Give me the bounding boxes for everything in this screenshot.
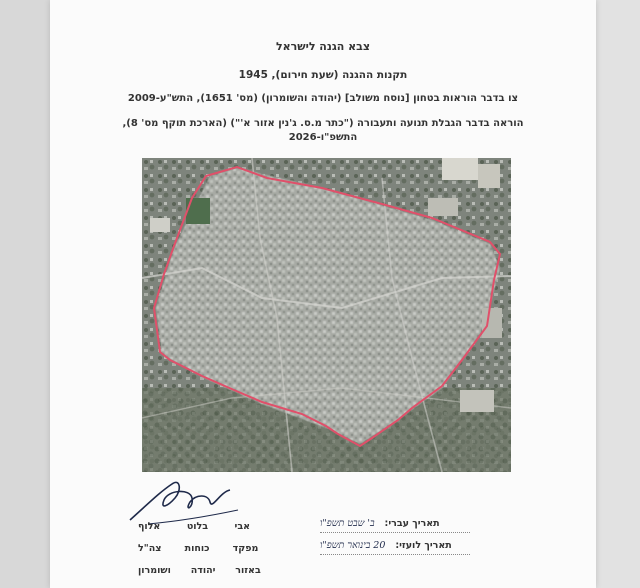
header-directive [50,117,596,145]
left-background [0,0,50,588]
hebrew-date-row [320,518,440,529]
signer-last-name: בלוט [186,521,209,532]
header-org: צבא הגנה לישראל [275,40,371,53]
hebrew-date-underline [320,532,470,533]
aerial-map-image [142,158,511,472]
foreign-date-row [320,540,452,551]
signer-region-row [138,565,261,576]
signer-name-row [138,521,250,532]
right-background [596,0,640,588]
signer-region-prefix: באזור [235,565,261,576]
signature-block [50,470,596,588]
header-directive-line1: הוראה בדבר הגבלת תנועה ותעבורה ("כתר מ.ס. ג'נין אזור א'") (הארכת תוקף מס' 8), [122,118,524,129]
hebrew-date-value: ב' שבט תשפ"ו [320,518,375,529]
signer-title-row [138,543,258,554]
document-page [50,0,596,588]
foreign-date-label: תאריך לועזי: [395,540,452,551]
foreign-date-underline [320,554,470,555]
signer-first-name: אבי [234,521,251,532]
signer-region: יהודה [190,565,216,576]
header-directive-line2: התשפ"ו-2026 [288,132,358,143]
aerial-map [142,158,511,472]
signer-region2: ושומרון [138,565,171,576]
header-regulations: תקנות ההגנה (שעת חירום), 1945 [238,69,408,81]
signer-unit: כוחות [184,543,210,554]
header-order: צו בדבר הוראות בטחון [נוסח משולב] (יהודה והשומרון) (מס' 1651), התש"ע-2009 [127,93,519,104]
signer-role: מפקד [232,543,259,554]
signer-rank: אלוף [138,521,161,532]
foreign-date-value: 20 בינואר תשפ"ו [320,540,386,551]
signer-org: צה"ל [138,543,162,554]
hebrew-date-label: תאריך עברי: [384,518,440,529]
